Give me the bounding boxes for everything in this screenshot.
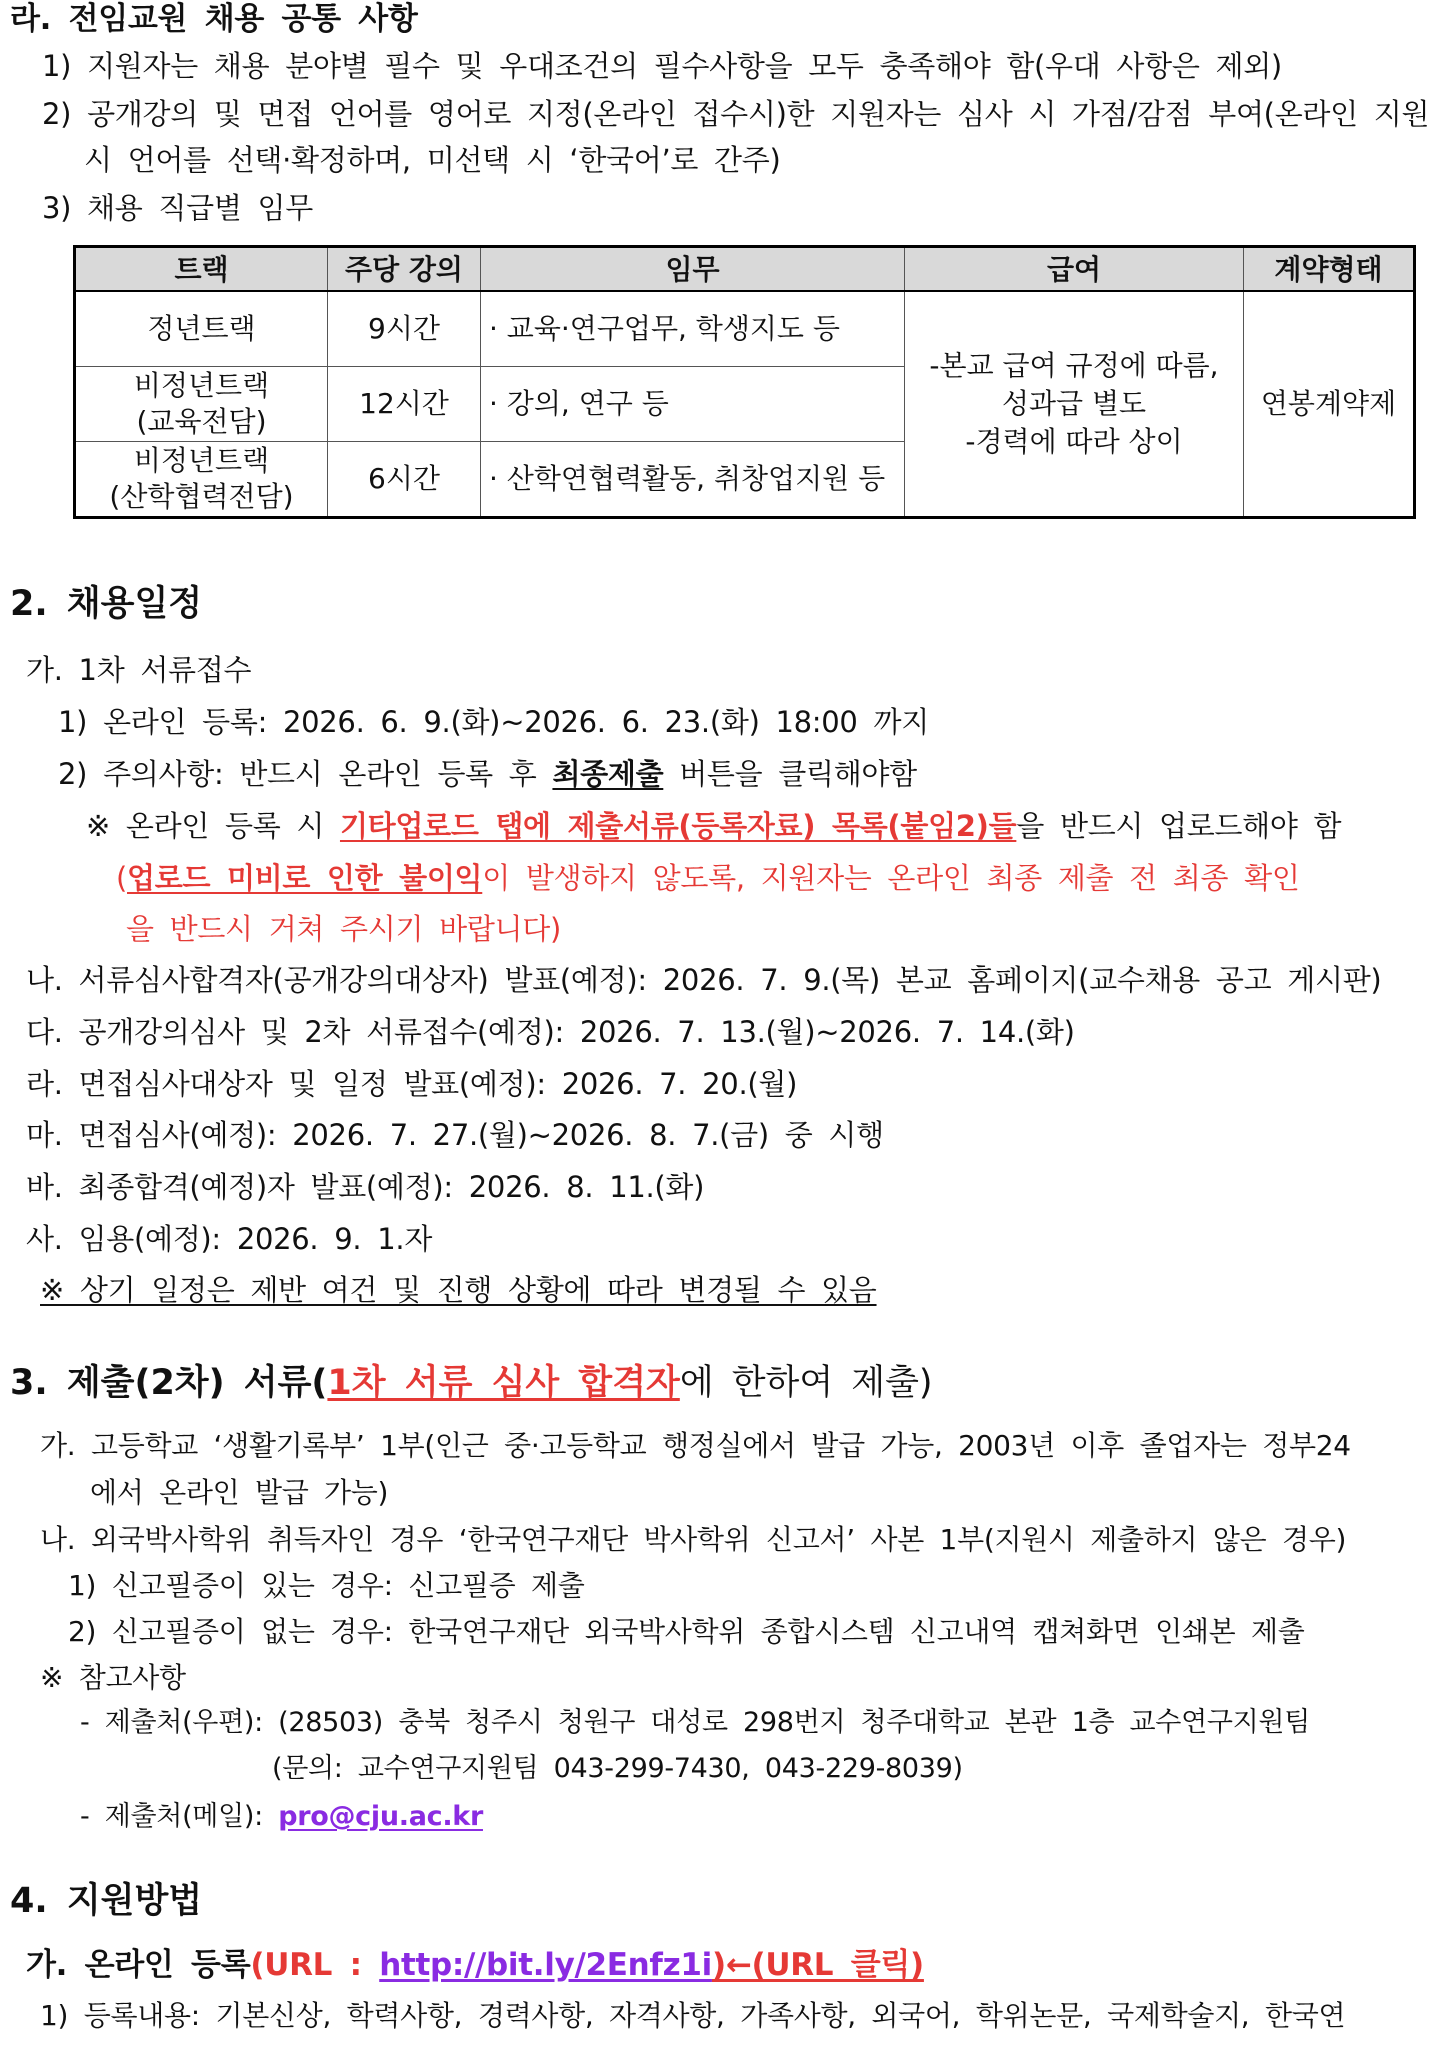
docs-na: 나. 외국박사학위 취득자인 경우 ‘한국연구재단 박사학위 신고서’ 사본 1부(지원시 제출하지 않은 경우) xyxy=(40,1523,1347,1556)
schedule-ba: 바. 최종합격(예정)자 발표(예정): 2026. 8. 11.(화) xyxy=(26,1170,705,1204)
upload-list-emphasis: 기타업로드 탭에 제출서류(등록자료) 목록(붙임2)들 xyxy=(339,809,1017,843)
hours-cell: 9시간 xyxy=(328,291,481,367)
docs-na-1: 1) 신고필증이 있는 경우: 신고필증 제출 xyxy=(68,1569,585,1602)
schedule-sa: 사. 임용(예정): 2026. 9. 1.자 xyxy=(26,1222,433,1256)
upload-notice-line1 xyxy=(86,808,1341,844)
duty-cell: · 교육·연구업무, 학생지도 등 xyxy=(481,291,905,367)
note-suffix: 을 반드시 업로드해야 함 xyxy=(1016,809,1342,843)
schedule-ga: 가. 1차 서류접수 xyxy=(26,653,252,687)
hours-cell: 6시간 xyxy=(328,442,481,518)
track-cell: 비정년트랙 (교육전담) xyxy=(75,367,328,442)
note2-rest: 이 발생하지 않도록, 지원자는 온라인 최종 제출 전 최종 확인 xyxy=(482,861,1300,895)
ra-item-2-line1: 2) 공개강의 및 면접 언어를 영어로 지정(온라인 접수시)한 지원자는 심사 시 가점/감점 부여(온라인 지원 xyxy=(42,97,1430,131)
ga2-suffix: 버튼을 클릭해야함 xyxy=(663,757,917,791)
docs-post-address: - 제출처(우편): (28503) 충북 청주시 청원구 대성로 298번지 청주대학교 본관 1층 교수연구지원팀 xyxy=(80,1707,1310,1738)
docs-title-prefix: 3. 제출(2차) 서류( xyxy=(10,1363,328,1403)
section-title-apply: 4. 지원방법 xyxy=(10,1881,203,1921)
duty-table xyxy=(73,245,1416,519)
section-title-docs xyxy=(10,1362,933,1406)
apply-item-1: 1) 등록내용: 기본신상, 학력사항, 경력사항, 자격사항, 가족사항, 외국어, 학위논문, 국제학술지, 한국연 xyxy=(40,1999,1346,2032)
track-cell: 비정년트랙 (산학협력전담) xyxy=(75,442,328,518)
duty-cell: · 산학연협력활동, 취창업지원 등 xyxy=(481,442,905,518)
docs-na-2: 2) 신고필증이 없는 경우: 한국연구재단 외국박사학위 종합시스템 신고내역 캡쳐화면 인쇄본 제출 xyxy=(68,1615,1305,1648)
apply-ga-label: 가. 온라인 등록 xyxy=(26,1947,251,1983)
schedule-ma: 마. 면접심사(예정): 2026. 7. 27.(월)~2026. 8. 7.(금) 중 시행 xyxy=(26,1118,884,1152)
apply-ga xyxy=(26,1946,924,1985)
section-title-schedule: 2. 채용일정 xyxy=(10,584,203,624)
schedule-ga-1: 1) 온라인 등록: 2026. 6. 9.(화)~2026. 6. 23.(화) 18:00 까지 xyxy=(58,705,929,739)
hours-cell: 12시간 xyxy=(328,367,481,442)
header-contract: 계약형태 xyxy=(1244,247,1415,292)
contract-cell: 연봉계약제 xyxy=(1244,291,1415,518)
schedule-da: 다. 공개강의심사 및 2차 서류접수(예정): 2026. 7. 13.(월)~2026. 7. 14.(화) xyxy=(26,1015,1075,1049)
docs-mail-line xyxy=(80,1800,483,1834)
docs-inquiry: (문의: 교수연구지원팀 043-299-7430, 043-229-8039) xyxy=(272,1753,963,1784)
header-hours: 주당 강의 xyxy=(328,247,481,292)
header-duty: 임무 xyxy=(481,247,905,292)
docs-ga-line1: 가. 고등학교 ‘생활기록부’ 1부(인근 중·고등학교 행정실에서 발급 가능, 2003년 이후 졸업자는 정부24 xyxy=(40,1429,1351,1462)
ra-item-1: 1) 지원자는 채용 분야별 필수 및 우대조건의 필수사항을 모두 충족해야 함(우대 사항은 제외) xyxy=(42,49,1282,83)
docs-reference: ※ 참고사항 xyxy=(40,1661,186,1694)
url-prefix: (URL : xyxy=(250,1947,380,1983)
schedule-remark: ※ 상기 일정은 제반 여건 및 진행 상황에 따라 변경될 수 있음 xyxy=(40,1273,877,1307)
final-submit-emphasis: 최종제출 xyxy=(552,757,664,791)
registration-url-link[interactable]: http://bit.ly/2Enfz1i xyxy=(379,1947,712,1983)
docs-title-emphasis: 1차 서류 심사 합격자 xyxy=(327,1363,680,1403)
upload-notice-line3: 을 반드시 거쳐 주시기 바랍니다) xyxy=(126,912,561,946)
duty-cell: · 강의, 연구 등 xyxy=(481,367,905,442)
ga2-prefix: 2) 주의사항: 반드시 온라인 등록 후 xyxy=(58,757,553,791)
note2-open-paren: ( xyxy=(116,861,128,895)
schedule-ga-2 xyxy=(58,756,917,792)
docs-ga-line2: 에서 온라인 발급 가능) xyxy=(90,1476,389,1509)
table-row xyxy=(75,291,1415,367)
schedule-na: 나. 서류심사합격자(공개강의대상자) 발표(예정): 2026. 7. 9.(목) 본교 홈페이지(교수채용 공고 게시판) xyxy=(26,963,1382,997)
docs-title-suffix: 에 한하여 제출) xyxy=(679,1363,933,1403)
mail-label: - 제출처(메일): xyxy=(80,1801,279,1832)
schedule-ra: 라. 면접심사대상자 및 일정 발표(예정): 2026. 7. 20.(월) xyxy=(26,1067,798,1101)
header-salary: 급여 xyxy=(905,247,1244,292)
note-prefix: ※ 온라인 등록 시 xyxy=(86,809,340,843)
track-cell: 정년트랙 xyxy=(75,291,328,367)
upload-notice-line2 xyxy=(116,860,1300,896)
ra-item-2-line2: 시 언어를 선택·확정하며, 미선택 시 ‘한국어’로 간주) xyxy=(84,143,781,177)
section-title-ra: 라. 전임교원 채용 공통 사항 xyxy=(10,1,418,37)
ra-item-3: 3) 채용 직급별 임무 xyxy=(42,191,313,225)
url-suffix: )←(URL 클릭) xyxy=(711,1947,924,1983)
disadvantage-emphasis: 업로드 미비로 인한 불이익 xyxy=(127,861,483,895)
salary-cell: -본교 급여 규정에 따름, 성과급 별도 -경력에 따라 상이 xyxy=(905,291,1244,518)
submission-email-link[interactable]: pro@cju.ac.kr xyxy=(278,1801,483,1832)
header-track: 트랙 xyxy=(75,247,328,292)
